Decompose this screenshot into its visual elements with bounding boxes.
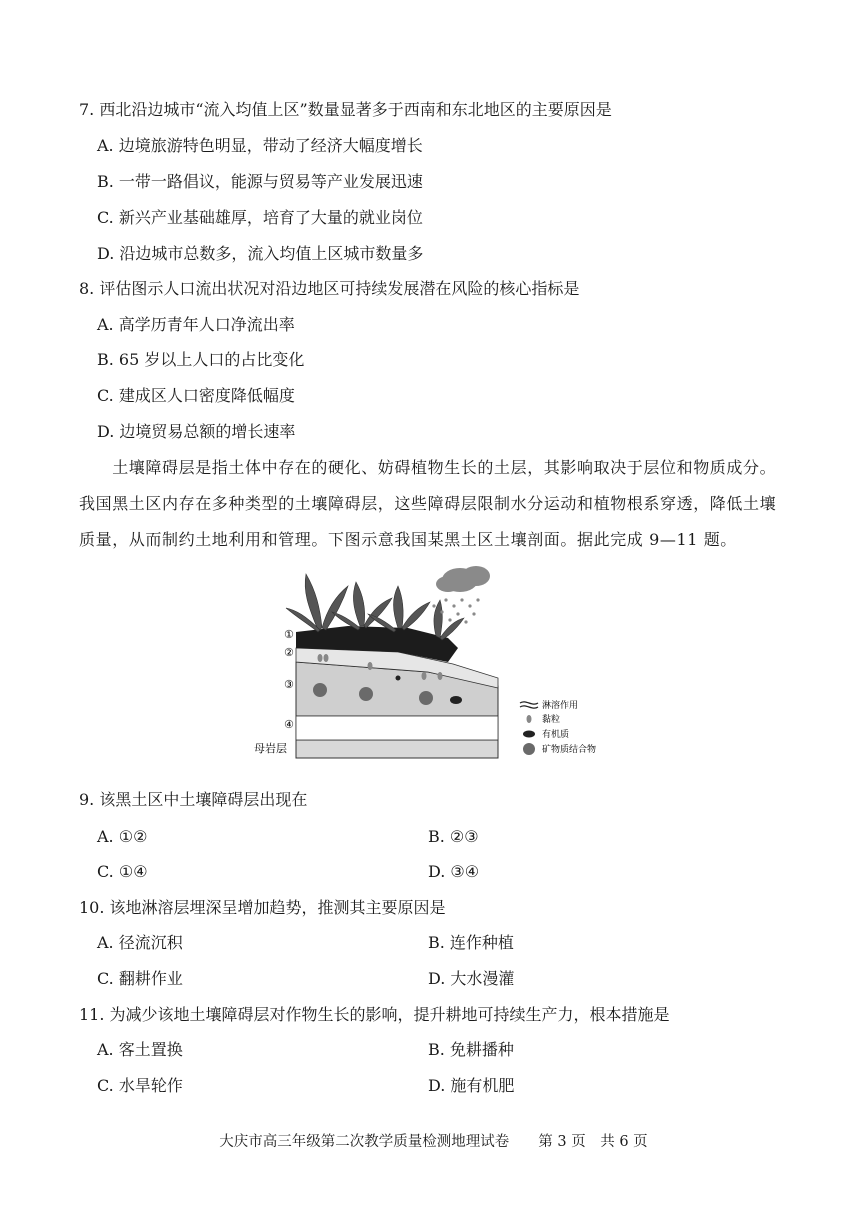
passage-line-3: 质量，从而制约土地利用和管理。下图示意我国某黑土区土壤剖面。据此完成 9—11 题。	[79, 530, 737, 549]
question-8-option-c: C. 建成区人口密度降低幅度	[97, 386, 295, 405]
question-9-option-c: C. ①④	[97, 862, 148, 881]
question-11-option-d: D. 施有机肥	[428, 1076, 515, 1095]
organic-matter-icon	[450, 696, 462, 704]
legend-organic: 有机质	[542, 730, 570, 740]
question-10-option-c: C. 翻耕作业	[97, 969, 183, 988]
mineral-complex-icon	[313, 683, 327, 697]
organic-matter-icon	[523, 731, 535, 738]
question-7-option-d: D. 沿边城市总数多，流入均值上区城市数量多	[97, 244, 424, 263]
question-9-option-d: D. ③④	[428, 862, 480, 881]
clay-particle-icon	[527, 715, 532, 723]
layer-label-parent-rock: 母岩层	[254, 742, 287, 755]
clay-particle-icon	[368, 662, 373, 670]
question-7-option-a: A. 边境旅游特色明显，带动了经济大幅度增长	[97, 136, 423, 155]
question-10-stem: 10. 该地淋溶层埋深呈增加趋势，推测其主要原因是	[79, 898, 446, 917]
question-7-stem: 7. 西北沿边城市“流入均值上区”数量显著多于西南和东北地区的主要原因是	[79, 100, 612, 119]
question-7-option-b: B. 一带一路倡议，能源与贸易等产业发展迅速	[97, 172, 423, 191]
soil-profile-figure	[248, 566, 618, 762]
question-9-option-b: B. ②③	[428, 827, 479, 846]
question-11-option-a: A. 客土置换	[97, 1040, 183, 1059]
clay-particle-icon	[438, 672, 443, 680]
legend-clay: 黏粒	[542, 715, 561, 725]
question-10-option-a: A. 径流沉积	[97, 933, 183, 952]
question-9-option-a: A. ①②	[97, 827, 148, 846]
page-footer: 大庆市高三年级第二次教学质量检测地理试卷 第 3 页 共 6 页	[219, 1134, 648, 1150]
layer-label-1: ①	[284, 628, 294, 641]
passage-line-2: 我国黑土区内存在多种类型的土壤障碍层，这些障碍层限制水分运动和植物根系穿透，降低土壤	[79, 494, 777, 513]
legend-leaching: 淋溶作用	[542, 701, 579, 711]
clay-particle-icon	[324, 654, 329, 662]
question-11-option-c: C. 水旱轮作	[97, 1076, 183, 1095]
mineral-complex-icon	[359, 687, 373, 701]
organic-matter-icon	[396, 676, 401, 681]
question-8-stem: 8. 评估图示人口流出状况对沿边地区可持续发展潜在风险的核心指标是	[79, 279, 580, 298]
mineral-complex-icon	[523, 743, 535, 755]
clay-particle-icon	[318, 654, 323, 662]
clay-particle-icon	[422, 672, 427, 680]
question-11-option-b: B. 免耕播种	[428, 1040, 514, 1059]
layer-label-4: ④	[284, 718, 294, 731]
question-10-option-d: D. 大水漫灌	[428, 969, 515, 988]
layer-label-3: ③	[284, 678, 294, 691]
question-7-option-c: C. 新兴产业基础雄厚，培育了大量的就业岗位	[97, 208, 423, 227]
mineral-complex-icon	[419, 691, 433, 705]
question-8-option-a: A. 高学历青年人口净流出率	[97, 315, 295, 334]
figure-legend	[520, 699, 596, 755]
question-9-stem: 9. 该黑土区中土壤障碍层出现在	[79, 790, 308, 809]
question-11-stem: 11. 为减少该地土壤障碍层对作物生长的影响，提升耕地可持续生产力，根本措施是	[79, 1005, 670, 1024]
parent-rock-band	[296, 740, 498, 758]
question-10-option-b: B. 连作种植	[428, 933, 514, 952]
layer-label-2: ②	[284, 646, 294, 659]
legend-mineral: 矿物质结合物	[542, 745, 597, 755]
question-8-option-d: D. 边境贸易总额的增长速率	[97, 422, 296, 441]
passage-line-1: 土壤障碍层是指土体中存在的硬化、妨碍植物生长的土层，其影响取决于层位和物质成分。	[79, 458, 777, 477]
question-8-option-b: B. 65 岁以上人口的占比变化	[97, 350, 305, 369]
leaching-icon	[520, 702, 538, 704]
